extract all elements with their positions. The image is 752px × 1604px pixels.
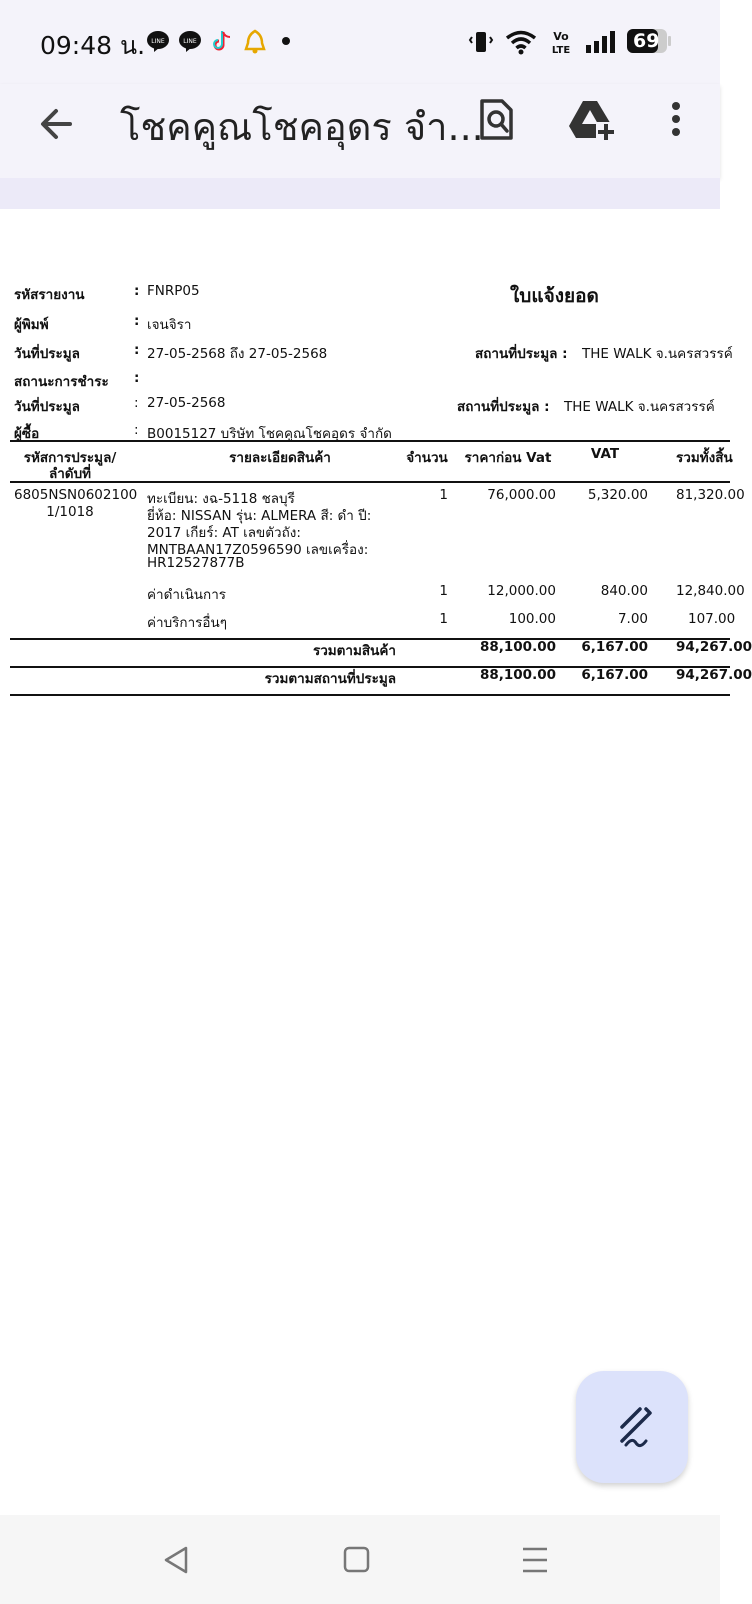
row-price: 76,000.00 — [487, 487, 556, 503]
battery-level: 69 — [633, 30, 660, 52]
field-value-auction-date-range: 27-05-2568 ถึง 27-05-2568 — [147, 346, 328, 362]
more-notifications-dot-icon — [280, 29, 292, 53]
signal-icon — [584, 29, 618, 55]
column-header-code: รหัสการประมูล/ — [23, 450, 117, 466]
row-qty: 1 — [439, 583, 448, 599]
grandtotal-total: 94,267.00 — [676, 667, 752, 683]
column-header-detail: รายละเอียดสินค้า — [229, 450, 331, 466]
table-top-rule — [10, 440, 730, 442]
table-header-rule — [10, 481, 730, 483]
app-bar — [0, 84, 720, 178]
tiktok-icon — [210, 29, 234, 53]
row-vat: 5,320.00 — [587, 487, 648, 503]
pen-signature-icon — [576, 1371, 688, 1483]
field-label-payment-status: สถานะการชำระ — [14, 374, 109, 390]
item-detail-line: ยี่ห้อ: NISSAN รุ่น: ALMERA สี: ดำ ปี: — [147, 508, 372, 524]
back-nav-icon[interactable] — [162, 1545, 192, 1575]
vibrate-icon — [468, 29, 494, 55]
field-colon: : — [134, 342, 140, 358]
svg-text:LINE: LINE — [183, 38, 197, 45]
row-detail: ค่าบริการอื่นๆ — [147, 615, 228, 631]
svg-text:LTE: LTE — [551, 45, 571, 56]
item-seq: 1/1018 — [46, 504, 94, 520]
row-price: 12,000.00 — [487, 583, 556, 599]
search-document-icon[interactable] — [476, 98, 516, 142]
line-app-icon — [146, 29, 170, 53]
wifi-icon — [505, 29, 537, 55]
document-page[interactable] — [0, 209, 752, 1515]
status-bar — [0, 0, 720, 84]
field-value-report-code: FNRP05 — [147, 283, 200, 299]
home-nav-icon[interactable] — [342, 1545, 372, 1575]
row-qty: 1 — [439, 487, 448, 503]
field-label-printer: ผู้พิมพ์ — [14, 317, 49, 333]
row-total: 81,320.00 — [676, 487, 745, 503]
field-value-printer: เจนจิรา — [147, 317, 192, 333]
field-colon: : — [134, 422, 139, 438]
location-label-2: สถานที่ประมูล : — [457, 399, 550, 415]
item-detail-line: ทะเบียน: งฉ-5118 ชลบุรี — [147, 491, 295, 507]
bell-app-icon — [242, 29, 268, 55]
grandtotal-label: รวมตามสถานที่ประมูล — [264, 671, 396, 687]
column-header-total: รวมทั้งสิ้น — [676, 450, 733, 466]
row-total: 107.00 — [688, 611, 736, 627]
table-bottom-rule — [10, 694, 730, 696]
grandtotal-price: 88,100.00 — [479, 667, 556, 683]
svg-text:Vo: Vo — [553, 30, 569, 43]
status-time: 09:48 น. — [40, 31, 146, 60]
grandtotal-vat: 6,167.00 — [581, 667, 648, 683]
recents-nav-icon[interactable] — [520, 1545, 550, 1575]
document-title: โชคคูณโชคอุดร จำ... — [120, 105, 484, 149]
row-vat: 840.00 — [600, 583, 648, 599]
row-price: 100.00 — [508, 611, 556, 627]
line-app-icon-2 — [178, 29, 202, 53]
column-header-price: ราคาก่อน Vat — [464, 450, 552, 466]
field-label-auction-date: วันที่ประมูล — [14, 399, 80, 415]
field-colon: : — [134, 395, 139, 411]
system-nav-bar — [0, 1515, 720, 1604]
subtotal-label: รวมตามสินค้า — [312, 643, 396, 659]
field-label-auction-date-range: วันที่ประมูล — [14, 346, 80, 362]
field-colon: : — [134, 313, 140, 329]
location-value-2: THE WALK จ.นครสวรรค์ — [564, 399, 715, 415]
location-value: THE WALK จ.นครสวรรค์ — [582, 346, 733, 362]
toolbar-band — [0, 178, 720, 209]
row-vat: 7.00 — [617, 611, 648, 627]
field-value-auction-date: 27-05-2568 — [147, 395, 226, 411]
item-detail-line: 2017 เกียร์: AT เลขตัวถัง: — [147, 525, 301, 541]
location-label: สถานที่ประมูล : — [475, 346, 568, 362]
volte-icon — [548, 29, 574, 55]
column-header-vat: VAT — [590, 446, 620, 462]
item-code: 6805NSN0602100 — [14, 487, 138, 503]
subtotal-total: 94,267.00 — [676, 639, 752, 655]
add-to-drive-icon[interactable] — [568, 98, 616, 142]
field-label-buyer: ผู้ซื้อ — [14, 426, 40, 442]
field-value-buyer: B0015127 บริษัท โชคคูณโชคอุดร จำกัด — [147, 426, 392, 442]
row-detail: ค่าดำเนินการ — [147, 587, 227, 603]
row-qty: 1 — [439, 611, 448, 627]
edit-annotate-button[interactable] — [576, 1371, 688, 1483]
svg-text:LINE: LINE — [151, 38, 165, 45]
subtotal-price: 88,100.00 — [479, 639, 556, 655]
back-arrow-icon[interactable] — [36, 102, 80, 146]
column-header-seq: ลำดับที่ — [48, 466, 92, 482]
report-title: ใบแจ้งยอด — [510, 285, 599, 307]
field-colon: : — [134, 370, 140, 386]
row-total: 12,840.00 — [676, 583, 745, 599]
more-options-icon[interactable] — [664, 98, 688, 142]
column-header-qty: จำนวน — [406, 450, 448, 466]
subtotal-vat: 6,167.00 — [581, 639, 648, 655]
field-colon: : — [134, 283, 140, 299]
item-detail-line: MNTBAAN17Z0596590 เลขเครื่อง: — [147, 542, 369, 558]
item-detail-line: HR12527877B — [147, 555, 245, 571]
field-label-report-code: รหัสรายงาน — [14, 287, 85, 303]
